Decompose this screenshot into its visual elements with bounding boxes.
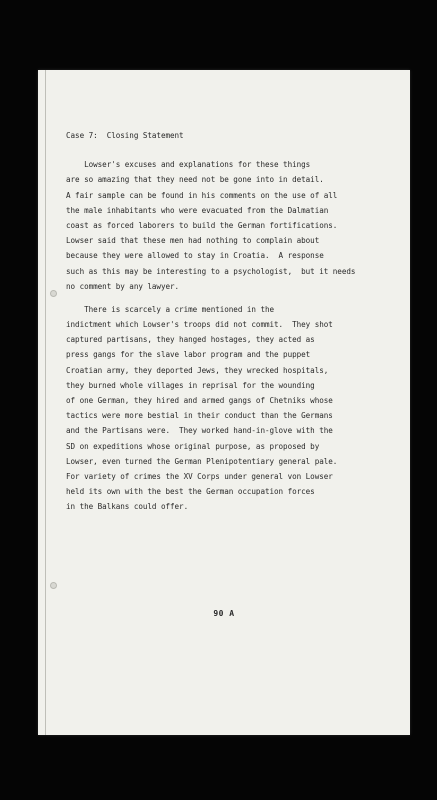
punch-hole-bottom — [50, 582, 57, 589]
text-line: There is scarcely a crime mentioned in the — [66, 304, 275, 314]
text-line: captured partisans, they hanged hostages, they acted as — [66, 335, 315, 345]
text-line: press gangs for the slave labor program and the puppet — [66, 350, 311, 360]
text-line: For variety of crimes the XV Corps under general von Lowser — [66, 471, 333, 481]
text-line: Lowser's excuses and explanations for these things — [66, 160, 311, 170]
text-line: they burned whole villages in reprisal for the wounding — [66, 380, 315, 390]
text-line: are so amazing that they need not be gone into in detail. — [66, 175, 324, 185]
text-line: Lowser, even turned the German Plenipotentiary general pale. — [66, 456, 338, 466]
page-number: 90 A — [213, 609, 235, 618]
text-line: tactics were more bestial in their conduct than the Germans — [66, 411, 333, 421]
text-line: Lowser said that these men had nothing to complain about — [66, 236, 320, 246]
text-line: Croatian army, they deported Jews, they wrecked hospitals, — [66, 365, 329, 375]
text-line: the male inhabitants who were evacuated from the Dalmatian — [66, 205, 329, 215]
text-line: coast as forced laborers to build the German fortifications. — [66, 220, 338, 230]
text-line: such as this may be interesting to a psychologist, but it needs — [66, 266, 356, 276]
text-line: held its own with the best the German occupation forces — [66, 487, 315, 497]
text-line: because they were allowed to stay in Croatia. A response — [66, 251, 324, 261]
margin-rule — [45, 70, 46, 735]
text-line: SD on expeditions whose original purpose, as proposed by — [66, 441, 320, 451]
punch-hole-top — [50, 290, 57, 297]
page-heading: Case 7: Closing Statement — [66, 131, 184, 140]
text-line: of one German, they hired and armed gangs of Chetniks whose — [66, 396, 333, 406]
document-page — [38, 70, 410, 735]
text-line: and the Partisans were. They worked hand-in-glove with the — [66, 426, 333, 436]
paragraph-1 — [66, 157, 404, 294]
typed-text — [66, 128, 404, 523]
text-line: A fair sample can be found in his comments on the use of all — [66, 190, 338, 200]
text-line: indictment which Lowser's troops did not commit. They shot — [66, 320, 333, 330]
text-line: no comment by any lawyer. — [66, 281, 180, 291]
text-line: in the Balkans could offer. — [66, 502, 189, 512]
paragraph-2 — [66, 302, 404, 515]
